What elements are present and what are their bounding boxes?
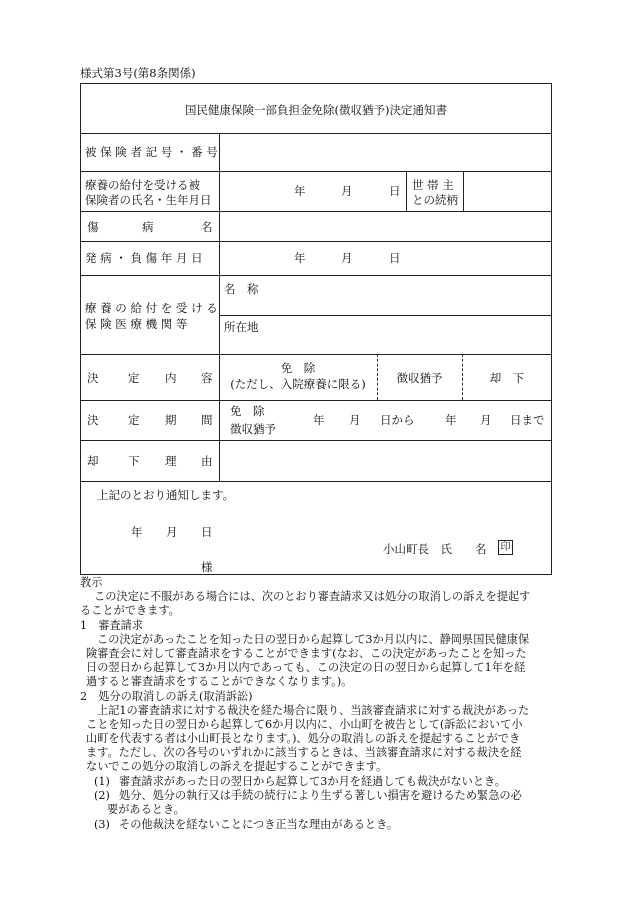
section2-line: ないでこの処分の取消しの訴えを提起することができます。 (86, 760, 388, 773)
decision-label-char: 容 (201, 371, 213, 385)
disease-label-char: 名 (201, 220, 213, 234)
period-start-month-unit: 月 (349, 413, 361, 427)
insured-number-label: 被 保 険 者 記 号 ・ 番 号 (85, 145, 218, 159)
notice-month-unit: 月 (166, 525, 178, 539)
period-end-year-unit: 年 (445, 413, 457, 427)
column-divider (406, 171, 407, 211)
period-end-month-unit: 月 (480, 413, 492, 427)
section2-line: 上記1の審査請求に対する裁決を経た場合に限り、当該審査請求に対する裁決があった (97, 704, 530, 717)
divider (80, 275, 552, 276)
disease-label-char: 傷 (87, 220, 99, 234)
addressee-sama: 様 (201, 560, 213, 574)
section1-line: 過すると審査請求をすることができなくなります。)。 (86, 675, 353, 688)
divider (80, 440, 552, 441)
decision-option-reject[interactable]: 却 下 (489, 371, 525, 385)
rejection-label-char: 却 (87, 454, 99, 468)
period-from-label: 日から (380, 413, 415, 427)
period-until-label: 日まで (510, 413, 545, 427)
onset-month-unit: 月 (341, 251, 353, 265)
divider (80, 400, 552, 401)
institution-label-line2: 保 険 医 療 機 関 等 (85, 317, 188, 331)
item-line: その他裁決を経ないことにつき正当な理由があるとき。 (119, 818, 399, 831)
divider (80, 211, 552, 212)
item-number: (2) (94, 789, 110, 802)
period-label-char: 決 (87, 413, 99, 427)
section1-line: この決定があったことを知った日の翌日から起算して3か月以内に、静岡県国民健康保 (97, 633, 530, 646)
section1-title: 1 審査請求 (80, 619, 144, 632)
institution-address-label: 所在地 (224, 320, 259, 334)
disease-name-field[interactable] (221, 213, 550, 240)
rejection-reason-field[interactable] (221, 442, 550, 480)
notice-text: 上記のとおり通知します。 (97, 488, 235, 502)
section2-title: 2 処分の取消しの訴え(取消訴訟) (80, 690, 253, 703)
institution-address-field[interactable] (268, 317, 550, 353)
period-exempt-label: 免 除 (230, 404, 265, 418)
instruction-intro-line: ることができます。 (80, 604, 180, 617)
form-title: 国民健康保険一部負担金免除(徴収猶予)決定通知書 (185, 103, 447, 117)
divider (80, 171, 552, 172)
recipient-label-line2: 保険者の氏名・生年月日 (85, 193, 212, 207)
rejection-label-char: 理 (165, 454, 177, 468)
period-start-year-unit: 年 (313, 413, 325, 427)
section2-line: ことを知った日の翌日から起算して6か月以内に、小山町を被告として(訴訟において小 (86, 718, 523, 731)
divider (80, 481, 552, 482)
institution-name-label: 名 称 (224, 282, 259, 296)
onset-label: 発 病 ・ 負 傷 年 月 日 (85, 251, 203, 265)
section1-line: 日の翌日から起算して3か月以内であっても、この決定の日の翌日から起算して1年を経 (86, 661, 526, 674)
column-divider (463, 171, 464, 211)
disease-label-char: 病 (142, 220, 154, 234)
item-line: 処分、処分の執行又は手続の続行により生ずる著しい損害を避けるため緊急の必 (119, 789, 522, 802)
recipient-birth-year-unit: 年 (294, 184, 306, 198)
period-label-char: 定 (128, 413, 140, 427)
item-line: 要があるとき。 (107, 803, 185, 816)
period-defer-label: 徴収猶予 (230, 422, 276, 436)
decision-label-char: 内 (165, 371, 177, 385)
item-number: (3) (94, 818, 110, 831)
household-head-label-line1: 世 帯 主 (412, 178, 454, 192)
decision-option-exempt[interactable]: 免 除 (280, 361, 316, 375)
instruction-heading: 教示 (80, 576, 103, 589)
decision-option-exempt-note: (ただし、入院療養に限る) (230, 377, 366, 391)
onset-year-unit: 年 (294, 251, 306, 265)
item-line: 審査請求があった日の翌日から起算して3か月を経過しても裁決がないとき。 (119, 775, 506, 788)
divider (80, 354, 552, 355)
institution-label-line1: 療 養 の 給 付 を 受 け る (85, 301, 218, 315)
recipient-birth-month-unit: 月 (341, 184, 353, 198)
divider (80, 241, 552, 242)
divider (80, 133, 552, 134)
institution-name-field[interactable] (262, 277, 550, 314)
recipient-birth-day-unit: 日 (389, 184, 401, 198)
section1-line: 険審査会に対して審査請求をすることができます(なお、この決定があったことを知った (86, 647, 527, 660)
notice-year-unit: 年 (131, 525, 143, 539)
decision-option-defer[interactable]: 徴収猶予 (396, 371, 443, 385)
column-divider (219, 133, 220, 481)
recipient-label-line1: 療養の給付を受ける被 (85, 178, 200, 192)
insured-number-field[interactable] (221, 135, 550, 170)
period-label-char: 期 (165, 413, 177, 427)
decision-label-char: 定 (128, 371, 140, 385)
instruction-intro-line: この決定に不服がある場合には、次のとおり審査請求又は処分の取消しの訴えを提起す (94, 590, 531, 603)
divider (219, 315, 552, 316)
issuer-label: 小山町長 氏 名 (383, 542, 487, 556)
notice-day-unit: 日 (201, 525, 213, 539)
decision-label-char: 決 (87, 371, 99, 385)
rejection-label-char: 下 (128, 454, 140, 468)
section2-line: ます。ただし、次の各号のいずれかに該当するときは、当該審査請求に対する裁決を経 (86, 746, 522, 759)
household-relation-field[interactable] (465, 173, 550, 210)
onset-day-unit: 日 (389, 251, 401, 265)
item-number: (1) (94, 775, 110, 788)
seal-mark: 印 (498, 540, 513, 555)
household-head-label-line2: との続柄 (412, 193, 458, 207)
period-label-char: 間 (201, 413, 213, 427)
section2-line: 山町を代表する者は小山町長となります。)、処分の取消しの訴えを提起することができ (86, 732, 521, 745)
form-number: 様式第3号(第8条関係) (80, 66, 196, 80)
rejection-label-char: 由 (201, 454, 213, 468)
